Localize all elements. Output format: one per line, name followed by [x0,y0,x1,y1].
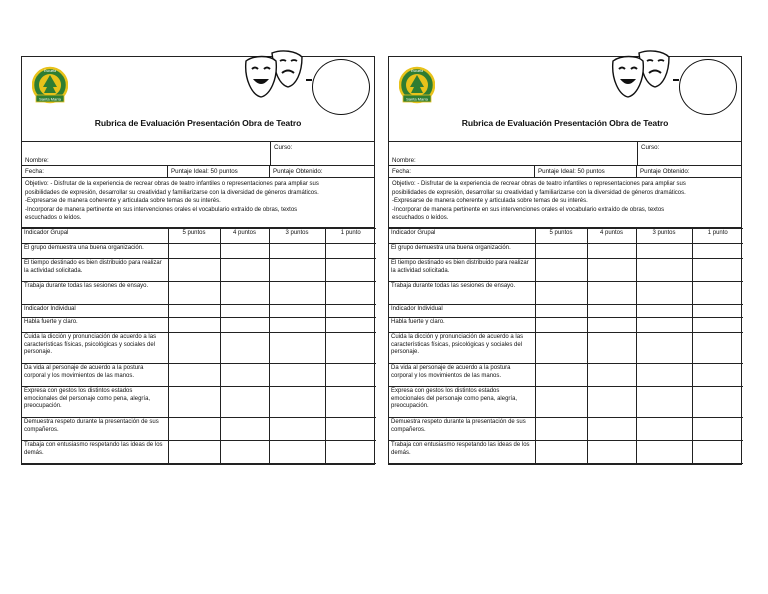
table-row [389,318,743,333]
score-cell [587,282,636,305]
criterion-cell: Trabaja con entusiasmo respetando las ideas de los demás. [22,441,168,464]
date-score-row [22,166,374,178]
score-cell [692,364,743,387]
objective-line: -Incorporar de manera pertinente en sus intervenciones orales el vocabulario extraído de obras, textos [25,206,298,213]
table-row [389,229,743,244]
score-cell [692,244,743,259]
score-cell [269,259,325,282]
objective-line: -Incorporar de manera pertinente en sus intervenciones orales el vocabulario extraído de obras, textos [392,206,665,213]
grade-circle [312,59,370,115]
score-cell [587,305,636,318]
name-course-row [22,142,374,166]
table-row [22,259,376,282]
score-cell [535,364,587,387]
score-cell [220,418,269,441]
theater-masks-icon [244,47,304,103]
rubric-table [22,228,376,464]
fecha-label: Fecha: [389,166,535,177]
criterion-cell: Da vida al personaje de acuerdo a la postura corporal y los movimientos de las manos. [22,364,168,387]
score-cell [220,305,269,318]
score-cell [168,387,220,418]
score-cell [220,441,269,464]
rubric-title: Rubrica de Evaluación Presentación Obra de Teatro [461,118,669,128]
score-cell [587,333,636,364]
criterion-cell: Trabaja durante todas las sesiones de ensayo. [22,282,168,305]
score-cell [636,305,692,318]
table-row [22,441,376,464]
score-cell [535,441,587,464]
criterion-cell: Demuestra respeto durante la presentación de sus compañeros. [22,418,168,441]
theater-masks-icon [611,47,671,103]
logo-text-top: Escuela [410,69,424,73]
criterion-cell: Expresa con gestos los distintos estados emocionales del personaje como pena, alegría, preocupación. [22,387,168,418]
score-header: 5 puntos [535,229,587,244]
date-score-row [389,166,741,178]
objective-text [389,178,741,228]
score-cell [325,387,376,418]
score-cell [692,305,743,318]
name-course-row [389,142,741,166]
score-cell [587,244,636,259]
curso-label: Curso: [270,142,374,165]
score-cell [269,418,325,441]
score-cell [587,441,636,464]
score-cell [692,259,743,282]
score-cell [535,259,587,282]
criterion-cell: Cuida la dicción y pronunciación de acuerdo a las características físicas, psicológicas y sociales del personaje. [22,333,168,364]
objective-line: -Expresarse de manera coherente y articulada sobre temas de su interés. [392,198,588,205]
score-cell [325,259,376,282]
score-cell [636,259,692,282]
score-cell [325,333,376,364]
score-cell [269,282,325,305]
score-cell [535,418,587,441]
criterion-cell: Demuestra respeto durante la presentación de sus compañeros. [389,418,535,441]
score-cell [168,305,220,318]
score-cell [535,244,587,259]
criterion-cell: El grupo demuestra una buena organización. [22,244,168,259]
score-cell [692,441,743,464]
score-cell [636,441,692,464]
table-row [389,305,743,318]
score-cell [269,364,325,387]
school-logo [32,65,68,109]
table-row [22,282,376,305]
score-cell [325,364,376,387]
puntaje-ideal-label: Puntaje Ideal: 50 puntos [535,166,637,177]
puntaje-obtenido-label: Puntaje Obtenido: [273,168,323,175]
score-cell [168,364,220,387]
score-cell [220,282,269,305]
nombre-label: Nombre: [25,157,49,164]
dash-line [306,79,312,81]
score-cell [168,282,220,305]
objective-line: posibilidades de expresión, desarrollar su creatividad y familiarizarse con la diversidad de géneros dramáticos. [392,189,686,196]
criterion-cell: Trabaja durante todas las sesiones de ensayo. [389,282,535,305]
score-cell [168,441,220,464]
indicator-header: Indicador Grupal [22,229,168,244]
table-row [22,244,376,259]
table-row [22,318,376,333]
score-cell [325,318,376,333]
score-cell [220,364,269,387]
score-cell [692,333,743,364]
score-cell [220,318,269,333]
indicator-header: Indicador Grupal [389,229,535,244]
score-cell [692,418,743,441]
table-row [389,441,743,464]
score-header: 5 puntos [168,229,220,244]
criterion-cell: Cuida la dicción y pronunciación de acuerdo a las características físicas, psicológicas y sociales del personaje. [389,333,535,364]
score-cell [636,318,692,333]
score-cell [269,318,325,333]
objective-line: Objetivo: - Disfrutar de la experiencia de recrear obras de teatro infantiles o representaciones para ampliar sus [392,181,686,187]
score-cell [269,244,325,259]
score-cell [535,282,587,305]
fecha-label: Fecha: [22,166,168,177]
objective-line: posibilidades de expresión, desarrollar su creatividad y familiarizarse con la diversidad de géneros dramáticos. [25,189,319,196]
objective-line: escuchados o leídos. [392,215,449,222]
table-row [22,333,376,364]
score-cell [535,305,587,318]
dash-line [673,79,679,81]
objective-text [22,178,374,228]
table-row [22,364,376,387]
indicator-header: Indicador Individual [22,305,168,318]
criterion-cell: El tiempo destinado es bien distribuido para realizar la actividad solicitada. [22,259,168,282]
score-cell [636,418,692,441]
score-cell [220,387,269,418]
score-cell [325,441,376,464]
rubric-table [389,228,743,464]
indicator-header: Indicador Individual [389,305,535,318]
criterion-cell: Da vida al personaje de acuerdo a la postura corporal y los movimientos de las manos. [389,364,535,387]
score-cell [587,387,636,418]
score-cell [269,387,325,418]
score-cell [587,318,636,333]
puntaje-ideal-label: Puntaje Ideal: 50 puntos [168,166,270,177]
rubric-title: Rubrica de Evaluación Presentación Obra de Teatro [94,118,302,128]
table-row [22,229,376,244]
score-cell [168,244,220,259]
score-cell [636,387,692,418]
score-cell [168,318,220,333]
score-cell [325,282,376,305]
score-header: 3 puntos [636,229,692,244]
score-cell [692,318,743,333]
score-cell [168,333,220,364]
score-cell [325,418,376,441]
score-cell [168,418,220,441]
logo-text-bottom: Santa María [39,96,61,102]
score-cell [692,387,743,418]
criterion-cell: El tiempo destinado es bien distribuido para realizar la actividad solicitada. [389,259,535,282]
criterion-cell: Habla fuerte y claro. [389,318,535,333]
score-cell [325,244,376,259]
score-cell [535,387,587,418]
score-cell [587,418,636,441]
criterion-cell: Expresa con gestos los distintos estados emocionales del personaje como pena, alegría, preocupación. [389,387,535,418]
score-cell [636,333,692,364]
sheet-header [22,57,374,142]
score-cell [168,259,220,282]
score-cell [220,333,269,364]
score-cell [636,282,692,305]
logo-text-top: Escuela [43,69,57,73]
table-row [22,387,376,418]
puntaje-obtenido-label: Puntaje Obtenido: [640,168,690,175]
objective-line: escuchados o leídos. [25,215,82,222]
table-row [22,418,376,441]
objective-line: Objetivo: - Disfrutar de la experiencia de recrear obras de teatro infantiles o representaciones para ampliar sus [25,181,319,187]
score-cell [269,441,325,464]
score-cell [535,333,587,364]
objective-line: -Expresarse de manera coherente y articulada sobre temas de su interés. [25,198,221,205]
score-header: 4 puntos [220,229,269,244]
score-header: 1 punto [325,229,376,244]
curso-label: Curso: [637,142,741,165]
table-row [389,244,743,259]
criterion-cell: Trabaja con entusiasmo respetando las ideas de los demás. [389,441,535,464]
score-cell [587,364,636,387]
score-cell [220,259,269,282]
table-row [389,333,743,364]
score-header: 1 punto [692,229,743,244]
score-cell [535,318,587,333]
score-cell [220,244,269,259]
grade-circle [679,59,737,115]
score-header: 4 puntos [587,229,636,244]
score-cell [325,305,376,318]
score-cell [587,259,636,282]
criterion-cell: Habla fuerte y claro. [22,318,168,333]
table-row [389,282,743,305]
score-cell [636,364,692,387]
school-logo [399,65,435,109]
criterion-cell: El grupo demuestra una buena organización. [389,244,535,259]
table-row [389,364,743,387]
sheet-header [389,57,741,142]
rubric-sheet-left [21,56,375,465]
table-row [22,305,376,318]
score-cell [692,282,743,305]
score-cell [269,305,325,318]
nombre-label: Nombre: [392,157,416,164]
score-cell [636,244,692,259]
rubric-sheet-right [388,56,742,465]
table-row [389,387,743,418]
score-header: 3 puntos [269,229,325,244]
score-cell [269,333,325,364]
logo-text-bottom: Santa María [406,96,428,102]
table-row [389,418,743,441]
table-row [389,259,743,282]
